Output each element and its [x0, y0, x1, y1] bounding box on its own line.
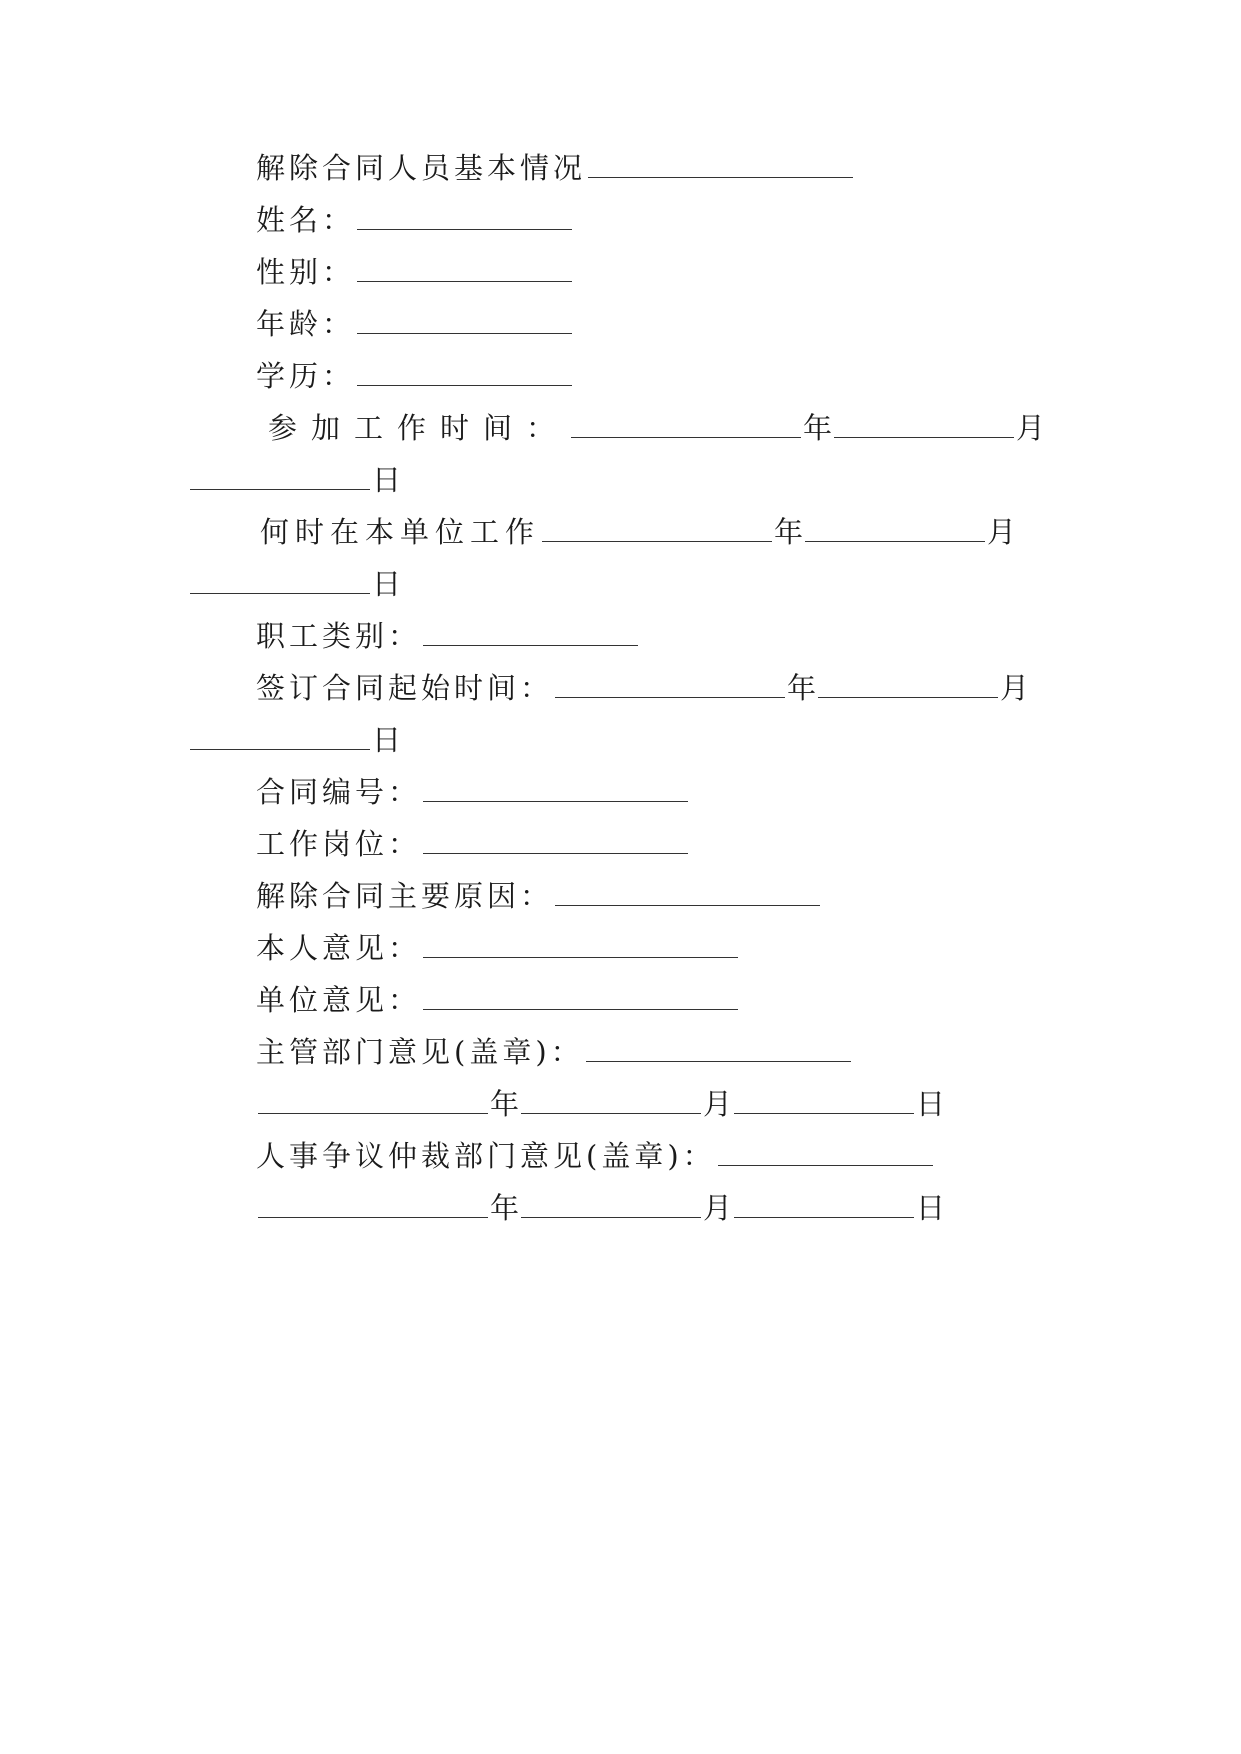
contract-start-label: 签订合同起始时间：: [256, 671, 554, 705]
contract-start-year-unit: 年: [787, 671, 817, 705]
staff-type-row: [188, 614, 1136, 658]
dept-opinion-row: [188, 1030, 1136, 1074]
name-blank[interactable]: [357, 203, 572, 230]
arbitration-opinion-day-blank[interactable]: [734, 1191, 914, 1218]
position-blank[interactable]: [423, 827, 688, 854]
work-start-day-blank[interactable]: [190, 463, 370, 490]
joined-unit-row-cont: [188, 562, 1068, 606]
dept-opinion-label: 主管部门意见(盖章)：: [256, 1035, 584, 1069]
contract-start-row: [188, 666, 1136, 710]
basic-info-blank[interactable]: [588, 151, 853, 178]
arbitration-opinion-year-blank[interactable]: [258, 1191, 488, 1218]
contract-start-day-unit: 日: [372, 723, 402, 757]
unit-opinion-row: [188, 978, 1136, 1022]
arbitration-opinion-day-unit: 日: [916, 1191, 946, 1225]
age-label: 年龄：: [256, 307, 356, 341]
staff-type-label: 职工类别：: [256, 619, 422, 653]
position-label: 工作岗位：: [256, 827, 422, 861]
work-start-day-unit: 日: [372, 463, 402, 497]
joined-unit-row: [188, 510, 1140, 554]
name-field-row: [188, 198, 1136, 242]
dept-opinion-day-blank[interactable]: [734, 1087, 914, 1114]
age-field-row: [188, 302, 1136, 346]
work-start-row-cont: [188, 458, 1068, 502]
staff-type-blank[interactable]: [423, 619, 638, 646]
dept-opinion-year-blank[interactable]: [258, 1087, 488, 1114]
contract-start-year-blank[interactable]: [555, 671, 785, 698]
work-start-month-blank[interactable]: [834, 411, 1014, 438]
dept-opinion-blank[interactable]: [586, 1035, 851, 1062]
self-opinion-blank[interactable]: [423, 931, 738, 958]
contract-start-month-unit: 月: [1000, 671, 1030, 705]
work-start-row: [188, 406, 1148, 450]
joined-unit-day-blank[interactable]: [190, 567, 370, 594]
joined-unit-label: 何时在本单位工作: [260, 515, 541, 549]
joined-unit-year-blank[interactable]: [542, 515, 772, 542]
contract-start-month-blank[interactable]: [818, 671, 998, 698]
work-start-year-unit: 年: [803, 411, 833, 445]
arbitration-opinion-label: 人事争议仲裁部门意见(盖章)：: [256, 1139, 716, 1173]
unit-opinion-blank[interactable]: [423, 983, 738, 1010]
reason-row: [188, 874, 1136, 918]
arbitration-opinion-month-unit: 月: [703, 1191, 733, 1225]
self-opinion-label: 本人意见：: [256, 931, 422, 965]
reason-label: 解除合同主要原因：: [256, 879, 554, 913]
arbitration-opinion-blank[interactable]: [718, 1139, 933, 1166]
arbitration-opinion-date-row: [188, 1186, 1136, 1230]
self-opinion-row: [188, 926, 1136, 970]
reason-blank[interactable]: [555, 879, 820, 906]
arbitration-opinion-year-unit: 年: [490, 1191, 520, 1225]
arbitration-opinion-month-blank[interactable]: [521, 1191, 701, 1218]
age-blank[interactable]: [357, 307, 572, 334]
contract-no-blank[interactable]: [423, 775, 688, 802]
education-blank[interactable]: [357, 359, 572, 386]
arbitration-opinion-row: [188, 1134, 1136, 1178]
gender-label: 性别：: [256, 255, 356, 289]
dept-opinion-month-blank[interactable]: [521, 1087, 701, 1114]
contract-no-row: [188, 770, 1136, 814]
contract-start-day-blank[interactable]: [190, 723, 370, 750]
gender-field-row: [188, 250, 1136, 294]
education-label: 学历：: [256, 359, 356, 393]
work-start-label: 参加工作时间：: [268, 411, 570, 445]
name-label: 姓名：: [256, 203, 356, 237]
joined-unit-month-blank[interactable]: [805, 515, 985, 542]
work-start-month-unit: 月: [1016, 411, 1046, 445]
dept-opinion-year-unit: 年: [490, 1087, 520, 1121]
joined-unit-month-unit: 月: [987, 515, 1017, 549]
dept-opinion-month-unit: 月: [703, 1087, 733, 1121]
contract-no-label: 合同编号：: [256, 775, 422, 809]
gender-blank[interactable]: [357, 255, 572, 282]
dept-opinion-date-row: [188, 1082, 1136, 1126]
joined-unit-year-unit: 年: [774, 515, 804, 549]
position-row: [188, 822, 1136, 866]
basic-info-heading: [188, 146, 1136, 190]
joined-unit-day-unit: 日: [372, 567, 402, 601]
basic-info-label: 解除合同人员基本情况: [256, 151, 587, 185]
contract-start-row-cont: [188, 718, 1068, 762]
dept-opinion-day-unit: 日: [916, 1087, 946, 1121]
work-start-year-blank[interactable]: [571, 411, 801, 438]
unit-opinion-label: 单位意见：: [256, 983, 422, 1017]
education-field-row: [188, 354, 1136, 398]
